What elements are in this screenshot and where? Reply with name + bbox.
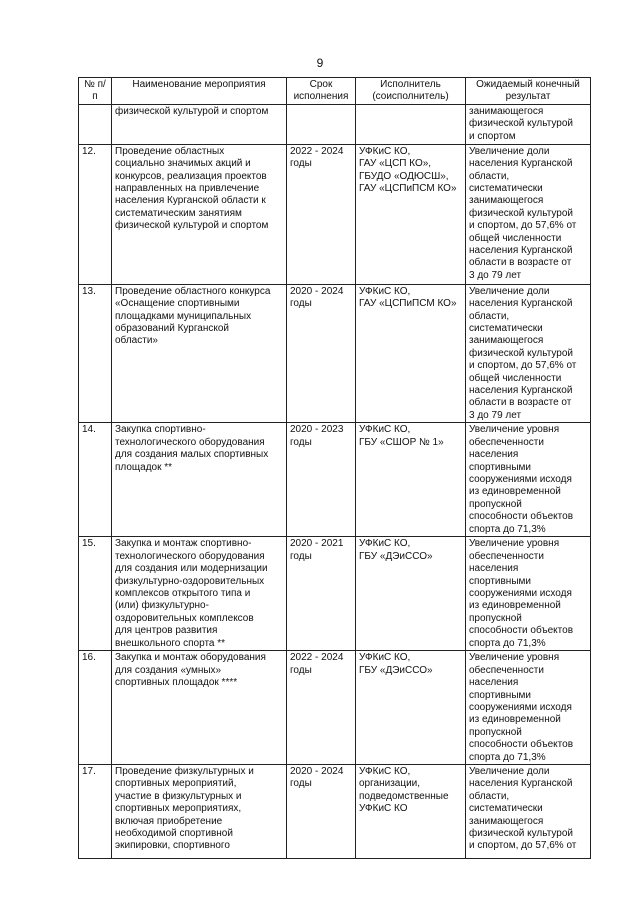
expected-result: занимающегося физической культурой и спортом [466, 104, 591, 144]
table-row [79, 651, 591, 765]
table-row [79, 423, 591, 537]
header-expected-result: Ожидаемый конечный результат [466, 78, 591, 105]
header-term: Срок исполнения [287, 78, 356, 105]
header-executor: Исполнитель (соисполнитель) [356, 78, 466, 105]
executor: УФКиС КО, ГБУ «ДЭиССО» [356, 537, 466, 651]
row-number: 14. [79, 423, 112, 537]
expected-result: Увеличение доли населения Курганской области, систематически занимающегося физической культурой и спортом, до 57,6% от общей численности населения Курганской области в возрасте от 3 до 79 лет [466, 284, 591, 422]
expected-result: Увеличение уровня обеспеченности населения спортивными сооружениями исходя из единовременной пропускной способности объектов спорта до 71,3% [466, 423, 591, 537]
row-number [79, 104, 112, 144]
event-name: Проведение областного конкурса «Оснащение спортивными площадками муниципальных образований Курганской области» [112, 284, 287, 422]
row-number: 16. [79, 651, 112, 765]
event-name: Закупка и монтаж спортивно- технологического оборудования для создания или модернизации физкультурно-оздоровительных комплексов открытого типа и (или) физкультурно- оздоровительных комплексов для центров развития внешкольного спорта ** [112, 537, 287, 651]
term: 2022 - 2024 годы [287, 651, 356, 765]
executor: УФКиС КО, ГАУ «ЦСПиПСМ КО» [356, 284, 466, 422]
term: 2020 - 2024 годы [287, 284, 356, 422]
table-row [79, 537, 591, 651]
header-event-name: Наименование мероприятия [112, 78, 287, 105]
event-name: физической культурой и спортом [112, 104, 287, 144]
expected-result: Увеличение доли населения Курганской области, систематически занимающегося физической культурой и спортом, до 57,6% от общей численности населения Курганской области в возрасте от 3 до 79 лет [466, 144, 591, 284]
executor: УФКиС КО, ГБУ «ДЭиССО» [356, 651, 466, 765]
table-header-row [79, 78, 591, 105]
expected-result: Увеличение уровня обеспеченности населения спортивными сооружениями исходя из единовременной пропускной способности объектов спорта до 71,3% [466, 537, 591, 651]
expected-result: Увеличение уровня обеспеченности населения спортивными сооружениями исходя из единовременной пропускной способности объектов спорта до 71,3% [466, 651, 591, 765]
event-name: Проведение областных социально значимых акций и конкурсов, реализация проектов направленных на привлечение населения Курганской области к систематическим занятиям физической культурой и спортом [112, 144, 287, 284]
table-row [79, 104, 591, 144]
executor: УФКиС КО, ГБУ «СШОР № 1» [356, 423, 466, 537]
term: 2020 - 2021 годы [287, 537, 356, 651]
table-row [79, 144, 591, 284]
page-number: 9 [316, 56, 324, 70]
events-table [78, 77, 591, 859]
row-number: 15. [79, 537, 112, 651]
table-row [79, 764, 591, 858]
expected-result: Увеличение доли населения Курганской области, систематически занимающегося физической культурой и спортом, до 57,6% от [466, 764, 591, 858]
term: 2020 - 2024 годы [287, 764, 356, 858]
row-number: 17. [79, 764, 112, 858]
term: 2020 - 2023 годы [287, 423, 356, 537]
executor [356, 104, 466, 144]
term: 2022 - 2024 годы [287, 144, 356, 284]
row-number: 13. [79, 284, 112, 422]
executor: УФКиС КО, организации, подведомственные УФКиС КО [356, 764, 466, 858]
table-row [79, 284, 591, 422]
event-name: Закупка и монтаж оборудования для создания «умных» спортивных площадок **** [112, 651, 287, 765]
row-number: 12. [79, 144, 112, 284]
event-name: Проведение физкультурных и спортивных мероприятий, участие в физкультурных и спортивных мероприятиях, включая приобретение необходимой спортивной экипировки, спортивного [112, 764, 287, 858]
header-number: № п/п [79, 78, 112, 105]
executor: УФКиС КО, ГАУ «ЦСП КО», ГБУДО «ОДЮСШ», ГАУ «ЦСПиПСМ КО» [356, 144, 466, 284]
event-name: Закупка спортивно- технологического оборудования для создания малых спортивных площадок ** [112, 423, 287, 537]
term [287, 104, 356, 144]
